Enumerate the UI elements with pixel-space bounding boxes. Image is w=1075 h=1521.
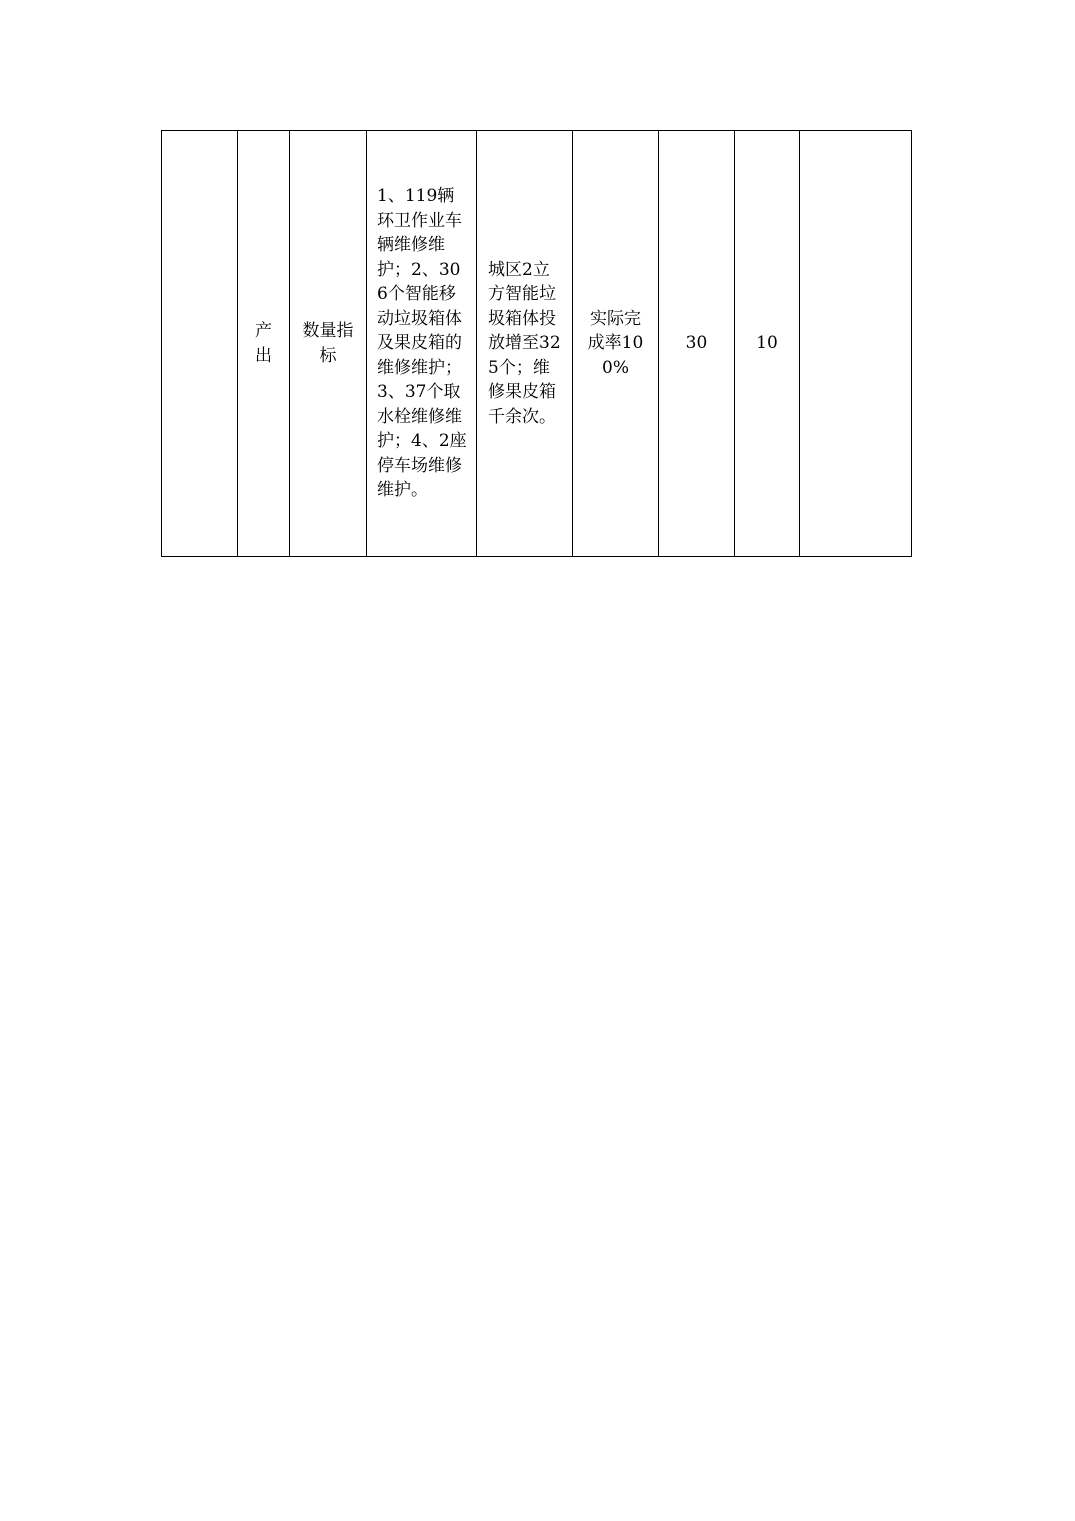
completion-rate-text: 实际完成率100%: [587, 308, 644, 378]
level2-indicator-text: 产出: [255, 321, 272, 366]
remarks-cell: [800, 131, 912, 557]
actual-completion-text: 城区2立方智能垃圾箱体投放增至325个；维修果皮箱千余次。: [488, 259, 561, 427]
completion-rate-cell: [573, 131, 659, 557]
performance-table: [161, 130, 912, 557]
table-row: [162, 131, 912, 557]
level1-indicator-cell: [162, 131, 238, 557]
annual-target-text: 1、119辆环卫作业车辆维修维护；2、306个智能移动垃圾箱体及果皮箱的维修维护；3、37个取水栓维修维护；4、2座停车场维修维护。: [377, 186, 467, 501]
score-cell: [735, 131, 800, 557]
score-text: 10: [756, 333, 778, 354]
level2-indicator-cell: [238, 131, 290, 557]
actual-completion-cell: [477, 131, 573, 557]
level3-indicator-cell: [290, 131, 367, 557]
weight-text: 30: [685, 333, 708, 354]
annual-target-cell: [367, 131, 477, 557]
level3-indicator-text: 数量指标: [302, 321, 354, 366]
weight-cell: [659, 131, 735, 557]
